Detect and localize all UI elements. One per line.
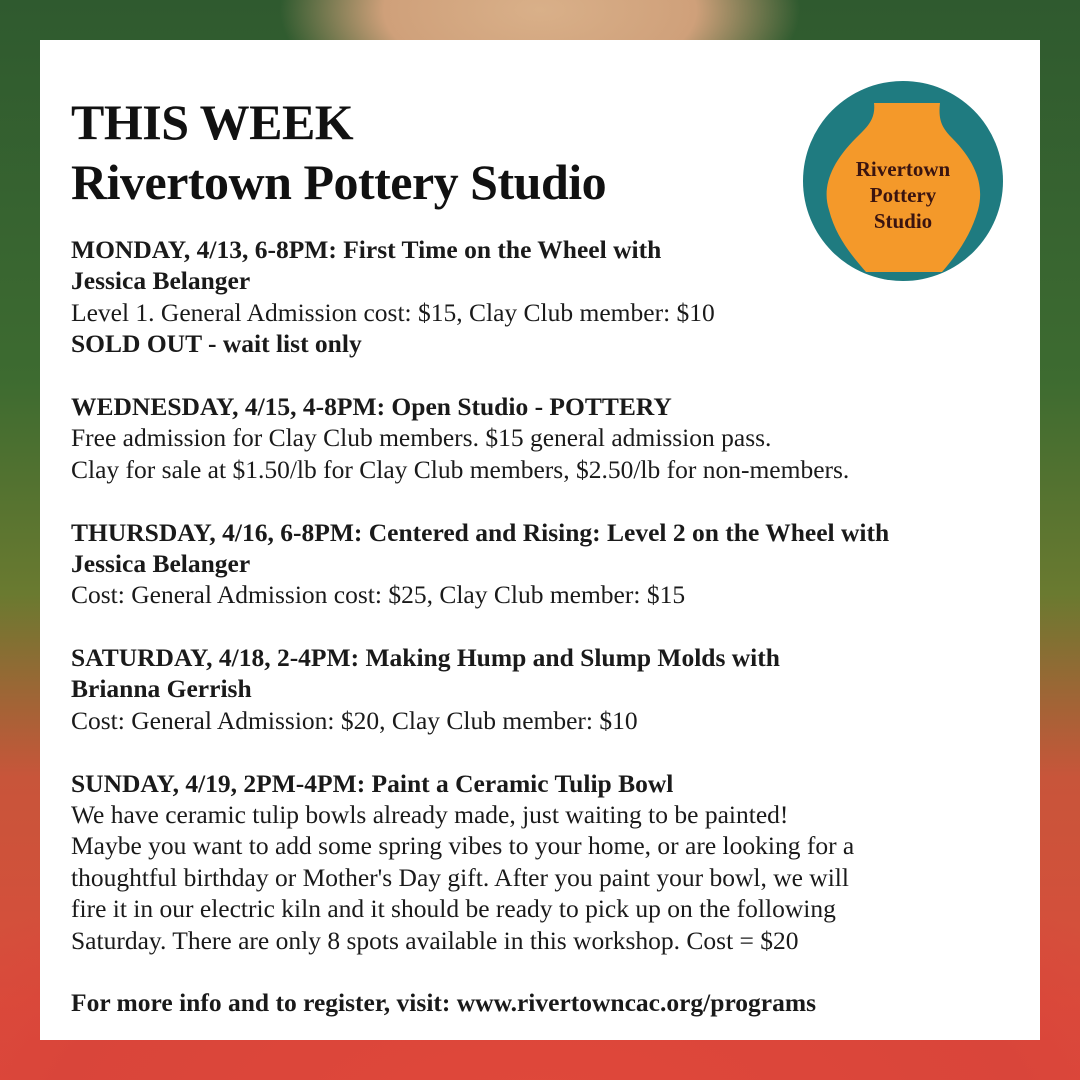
sold-out-note: SOLD OUT - wait list only — [71, 329, 362, 359]
logo-text-3: Studio — [873, 209, 933, 233]
event-monday — [71, 234, 889, 360]
event-heading: SUNDAY, 4/19, 2PM-4PM: Paint a Ceramic Tulip Bowl — [71, 768, 674, 798]
event-detail: Saturday. There are only 8 spots available in this workshop. Cost = $20 — [71, 925, 799, 955]
event-instructor: Brianna Gerrish — [71, 674, 252, 704]
event-instructor: Jessica Belanger — [71, 548, 251, 578]
logo-text-2: Pottery — [869, 183, 937, 207]
event-saturday — [71, 642, 889, 736]
event-sunday — [71, 768, 889, 956]
logo-text-1: Rivertown — [855, 157, 951, 181]
title-line-studio: Rivertown Pottery Studio — [71, 154, 607, 210]
event-detail: Free admission for Clay Club members. $15 general admission pass. — [71, 423, 772, 453]
flyer-card — [40, 40, 1040, 1040]
title-line-this-week: THIS WEEK — [71, 94, 354, 150]
event-detail: Maybe you want to add some spring vibes to your home, or are looking for a — [71, 831, 855, 861]
event-detail: fire it in our electric kiln and it should be ready to pick up on the following — [71, 894, 836, 924]
event-detail: Level 1. General Admission cost: $15, Clay Club member: $10 — [71, 297, 715, 327]
event-wednesday — [71, 391, 889, 485]
event-heading: THURSDAY, 4/16, 6-8PM: Centered and Rising: Level 2 on the Wheel with — [71, 517, 890, 547]
event-detail: Cost: General Admission cost: $25, Clay Club member: $15 — [71, 580, 686, 610]
event-detail: Clay for sale at $1.50/lb for Clay Club members, $2.50/lb for non-members. — [71, 454, 850, 484]
event-thursday — [71, 517, 889, 611]
events-list — [71, 234, 889, 1019]
event-detail: thoughtful birthday or Mother's Day gift. After you paint your bowl, we will — [71, 862, 849, 892]
event-heading: MONDAY, 4/13, 6-8PM: First Time on the Wheel with — [71, 235, 662, 264]
page-title — [71, 92, 606, 212]
event-detail: We have ceramic tulip bowls already made, just waiting to be painted! — [71, 800, 789, 830]
event-instructor: Jessica Belanger — [71, 266, 251, 296]
event-heading: WEDNESDAY, 4/15, 4-8PM: Open Studio - POTTERY — [71, 391, 672, 421]
footer-register-info: For more info and to register, visit: www.rivertowncac.org/programs — [71, 988, 817, 1018]
event-detail: Cost: General Admission: $20, Clay Club member: $10 — [71, 705, 638, 735]
event-heading: SATURDAY, 4/18, 2-4PM: Making Hump and Slump Molds with — [71, 643, 780, 673]
